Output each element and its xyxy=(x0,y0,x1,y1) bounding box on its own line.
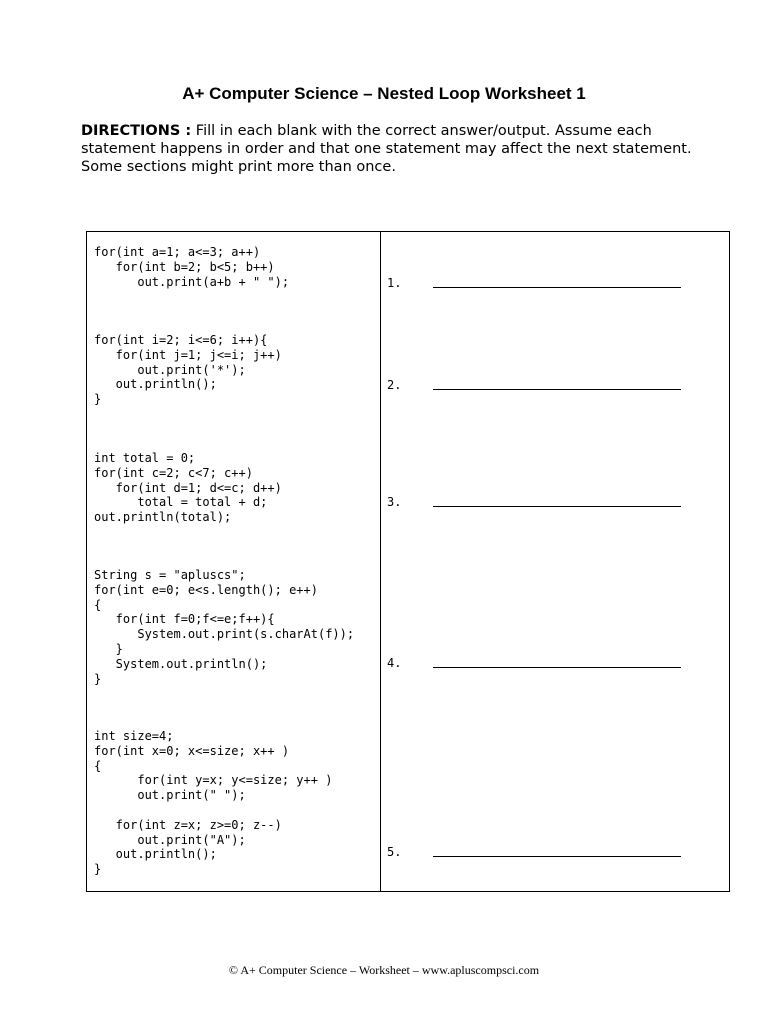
answer-number-4: 4. xyxy=(387,656,402,670)
directions-label: DIRECTIONS : xyxy=(81,123,192,139)
footer: © A+ Computer Science – Worksheet – www.apluscompsci.com xyxy=(228,963,540,977)
answer-blank-2[interactable] xyxy=(433,389,681,390)
code-block-2: for(int i=2; i<=6; i++){ for(int j=1; j<=i; j++) out.print('*'); out.println(); } xyxy=(94,333,282,407)
code-block-1: for(int a=1; a<=3; a++) for(int b=2; b<5; b++) out.print(a+b + " "); xyxy=(94,245,290,289)
answer-number-2: 2. xyxy=(387,378,402,392)
directions xyxy=(81,122,701,176)
answer-blank-4[interactable] xyxy=(433,667,681,668)
column-divider xyxy=(380,231,381,892)
answer-number-3: 3. xyxy=(387,495,402,509)
directions-note: Some sections might print more than once. xyxy=(81,159,396,175)
answer-blank-1[interactable] xyxy=(433,287,681,288)
answer-blank-3[interactable] xyxy=(433,506,681,507)
answer-number-5: 5. xyxy=(387,845,402,859)
answer-number-1: 1. xyxy=(387,276,402,290)
directions-text: Fill in each blank with the correct answer/output. Assume each statement happens in order and that one statement may affect the next statement. xyxy=(81,123,692,157)
code-block-4: String s = "apluscs"; for(int e=0; e<s.length(); e++) { for(int f=0;f<=e;f++){ System.out.print(s.charAt(f)); } System.out.println(); } xyxy=(94,568,355,686)
code-block-3: int total = 0; for(int c=2; c<7; c++) for(int d=1; d<=c; d++) total = total + d; out.println(total); xyxy=(94,451,282,525)
code-block-5: int size=4; for(int x=0; x<=size; x++ ) { for(int y=x; y<=size; y++ ) out.print(" "); for(int z=x; z>=0; z--) out.print("A"); out.println(); } xyxy=(94,729,333,877)
answer-blank-5[interactable] xyxy=(433,856,681,857)
worksheet-title: A+ Computer Science – Nested Loop Worksheet 1 xyxy=(182,84,586,103)
